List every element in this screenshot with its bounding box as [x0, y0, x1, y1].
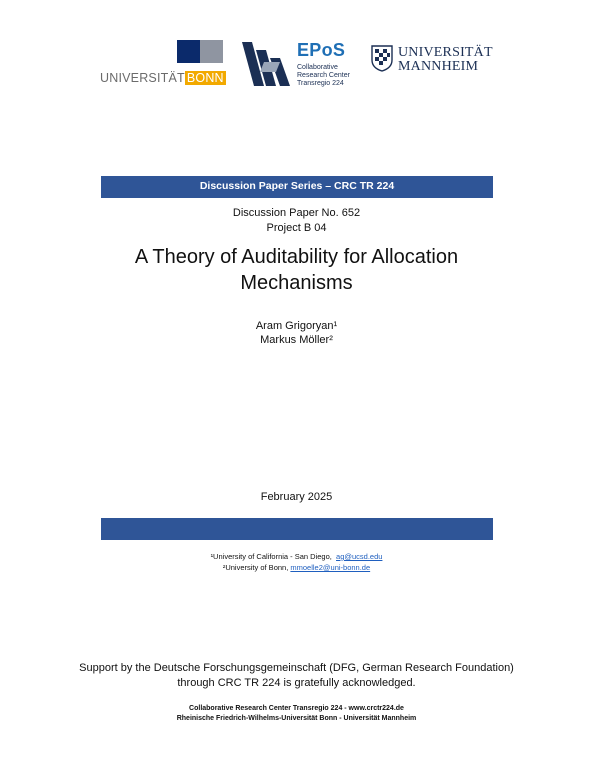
university-bonn-logo [100, 40, 226, 90]
funding-acknowledgement [0, 661, 593, 691]
affiliation-2-email-link[interactable]: mmoelle2@uni-bonn.de [290, 563, 371, 572]
discussion-paper-number: Discussion Paper No. 652 [232, 207, 361, 219]
support-line-2: through CRC TR 224 is gratefully acknowledged. [177, 677, 416, 689]
epos-logo [240, 40, 365, 92]
project-number: Project B 04 [266, 222, 327, 234]
bottom-banner [101, 518, 493, 540]
author-2: Markus Möller² [260, 334, 333, 346]
bonn-logo-word: UNIVERSITÄT [100, 71, 185, 85]
series-label: Discussion Paper Series – CRC TR 224 [199, 180, 395, 192]
mannheim-line2: MANNHEIM [398, 59, 479, 74]
affiliation-2 [0, 563, 593, 572]
bonn-logo-text [100, 71, 226, 85]
epos-subtitle: Collaborative Research Center Transregio 224 [297, 64, 350, 87]
affiliation-1-email-link[interactable]: ag@ucsd.edu [336, 552, 383, 561]
affiliation-1-text: ¹University of California - San Diego, [210, 552, 332, 561]
mannheim-crest-icon [370, 44, 394, 72]
paper-title [0, 244, 593, 296]
paper-title-line1: A Theory of Auditability for Allocation [134, 246, 459, 268]
author-1: Aram Grigoryan¹ [255, 320, 338, 332]
footer-line-2: Rheinische Friedrich-Wilhelms-Universität Bonn - Universität Mannheim [176, 715, 417, 722]
bonn-logo-square-dark [177, 40, 200, 63]
affiliation-1 [0, 552, 593, 561]
epos-title: EPoS [297, 40, 346, 60]
bonn-logo-square-grey [200, 40, 223, 63]
affiliation-2-text: ²University of Bonn, [222, 563, 289, 572]
footer-line-1: Collaborative Research Center Transregio 224 - www.crctr224.de [189, 705, 404, 712]
university-mannheim-logo [370, 44, 493, 80]
mannheim-logo-text [398, 46, 493, 74]
bonn-logo-box-word: BONN [186, 71, 224, 85]
support-line-1: Support by the Deutsche Forschungsgemeinschaft (DFG, German Research Foundation) [79, 662, 514, 674]
publication-date: February 2025 [260, 491, 333, 503]
series-banner [101, 176, 493, 198]
paper-title-line2: Mechanisms [240, 272, 353, 294]
epos-mark-icon [240, 42, 292, 86]
mannheim-line1: UNIVERSITÄT [398, 45, 493, 60]
